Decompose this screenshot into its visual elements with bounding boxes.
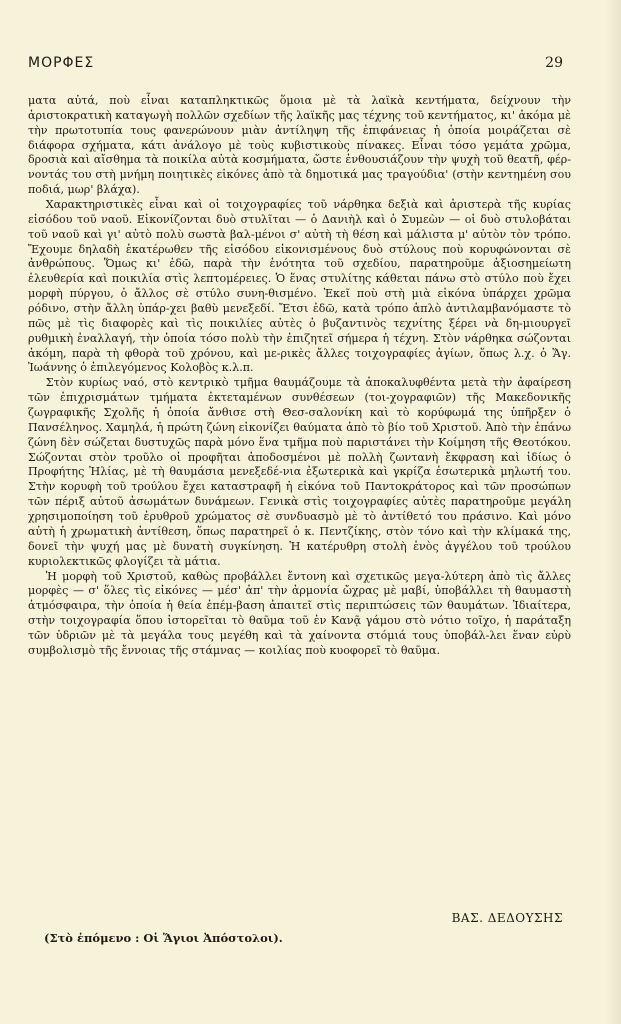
author-signature: ΒΑΣ. ΔΕΔΟΥΣΗΣ [451, 911, 563, 925]
page-number: 29 [545, 55, 563, 71]
page-header [28, 55, 563, 73]
article-body [28, 94, 571, 659]
paragraph-2: Χαρακτηριστικὲς εἶναι καὶ οἱ τοιχογραφίες τοῦ νάρθηκα δεξιὰ καὶ ἀριστερὰ τῆς κυρίας εἰσόδου τοῦ ναοῦ. Εἰκονίζονται δυὸ στυλῖται — ὁ Δανιὴλ καὶ ὁ Συμεὼν — οἱ δυὸ στυλοβάται τοῦ ναοῦ καὶ γι' αὐτὸ πολὺ σωστὰ βαλ-μένοι σ' αὐτὴ τὴ θέση καὶ μάλιστα μ' αὐτὸν τὸν τρόπο. Ἔχουμε δηλαδὴ ἑκατέρωθεν τῆς εἰσόδου εἰκονισμένους δυὸ στύλους ποὺ κορυφώνονται σὲ ἀνθρώπους. Ὅμως κι' ἐδῶ, παρὰ τὴν ἑνότητα τοῦ σχεδίου, παρατηροῦμε ἀξιοσημείωτη ἐλευθερία καὶ ποικιλία στὶς λεπτομέρειες. Ὁ ἕνας στυλίτης κάθεται πάνω στὸ στύλο ποὺ ἔχει μορφὴ πύργου, ὁ ἄλλος σὲ στύλο συνη-θισμένο. Ἐκεῖ ποὺ στὴ μιὰ εἰκόνα ὑπάρχει χρῶμα ρόδινο, στὴν ἄλλη ὑπάρ-χει βαθὺ μενεξεδί. Ἔτσι ἐδῶ, κατὰ τρόπο ἁπλὸ ἀντιλαμβανόμαστε τὸ πῶς μὲ τὶς διαφορὲς καὶ τὶς ποικιλίες αὐτὲς ὁ βυζαντινὸς τεχνίτης ξέρει νὰ δη-μιουργεῖ ρυθμικὴ ἐναλλαγή, τὴν ὁποία τόσο πολὺ τὴν ἐπιζητεῖ σήμερα ἡ τέχνη. Στὸν νάρθηκα σώζονται ἀκόμη, παρὰ τὴ φθορὰ τοῦ χρόνου, καὶ με-ρικὲς ἄλλες τοιχογραφίες ἁγίων, ὅπως λ.χ. ὁ Ἅγ. Ἰωάννης ὁ ἐπιλεγόμενος Κολοβὸς κ.λ.π. [28, 198, 571, 375]
continued-note: (Στὸ ἑπόμενο : Οἱ Ἅγιοι Ἀπόστολοι). [44, 931, 283, 945]
paragraph-4: Ἡ μορφὴ τοῦ Χριστοῦ, καθὼς προβάλλει ἔντονη καὶ σχετικῶς μεγα-λύτερη ἀπὸ τὶς ἄλλες μορφὲς — σ' ὅλες τὶς εἰκόνες — μέσ' ἀπ' τὴν ἁρμονία ὤχρας μὲ μαβί, ὑποβάλλει τὴ θαυμαστὴ ἀτμόσφαιρα, τὴν ὁποία ἡ θεία ἐπέμ-βαση ἀπαιτεῖ στὶς περιπτώσεις τῶν θαυμάτων. Ἰδιαίτερα, στὴν τοιχογραφία ὅπου ἱστορεῖται τὸ θαῦμα τοῦ ἐν Κανᾷ γάμου στὸ νότιο τοῖχο, ἡ παράταξη τῶν ὑδριῶν μὲ τὰ μεγάλα τους μεγέθη καὶ τὰ χαίνοντα στόμιά τους ὑποβάλ-λει ἕναν εὐρὺ συμβολισμὸ τῆς ἔννοιας τῆς στάμνας — κοιλίας ποὺ κυοφορεῖ τὸ θαῦμα. [28, 569, 571, 657]
paragraph-3: Στὸν κυρίως ναό, στὸ κεντρικὸ τμῆμα θαυμάζουμε τὰ ἀποκαλυφθέντα μετὰ τὴν ἀφαίρεση τῶν ἐπιχρισμάτων τμήματα ἐκτεταμένων συνθέσεων (τοι-χογραφιῶν) τῆς Μακεδονικῆς ζωγραφικῆς Σχολῆς ἡ ὁποία ἄνθισε στὴ Θεσ-σαλονίκη καὶ τὸ κορύφωμά της ὑπῆρξεν ὁ Πανσέληνος. Χαμηλά, ἡ πρώτη ζώνη εἰκονίζει θαύματα ἀπὸ τὸ βίο τοῦ Χριστοῦ. Ἀπὸ τὴν ἐπάνω ζώνη δὲν σώζεται δυστυχῶς παρὰ μόνο ἕνα τμῆμα ποὺ παριστάνει τὴν Κοίμηση τῆς Θεοτόκου. Σώζονται στὸν τροῦλο οἱ προφῆται ἀποδοσμένοι μὲ πολλὴ ζωντανὴ ἔκφραση καὶ ἰδίως ὁ Προφήτης Ἠλίας, μὲ τὴ θαυμάσια μενεξεδέ-νια ἐξωτερικὰ καὶ γκρίζα ἐσωτερικὰ μηλωτή του. Στὴν κορυφὴ τοῦ τρούλου ἔχει καταστραφῆ ἡ εἰκόνα τοῦ Παντοκράτορος καὶ τῶν προσώπων τῶν πέριξ αὐτοῦ ἀσωμάτων δυνάμεων. Γενικὰ στὶς τοιχογραφίες αὐτὲς παρατηροῦμε μεγάλη χρησιμοποίηση τοῦ ἐρυθροῦ χρώματος σὲ συνδυασμὸ μὲ τὸ ἀντίθετό του πράσινο. Καὶ μόνο αὐτὴ ἡ χρωματικὴ ἀντίθεση, ὅπως παρατηρεῖ ὁ κ. Πεντζίκης, στὸν τόνο καὶ τὴν κλίμακά της, δονεῖ τὴν ψυχή μας μὲ δυνατὴ συγκίνηση. Ἡ κατέρυθρη στολὴ ἑνὸς ἀγγέλου τοῦ τρούλου κυριολεκτικῶς φλογίζει τὰ μάτια. [28, 376, 571, 568]
page-fold-shadow [605, 0, 621, 1024]
paragraph-1: ματα αὐτά, ποὺ εἶναι καταπληκτικῶς ὅμοια μὲ τὰ λαϊκὰ κεντήματα, δείχνουν τὴν ἀριστοκρατικὴ καταγωγὴ πολλῶν σχεδίων τῆς λαϊκῆς μας τέχνης τοῦ κεντήματος, κι' ἀκόμα μὲ τὴν πρωτοτυπία τους φανερώνουν μιὰν ἀντίληψη τῆς ἐπιφάνειας ἡ ὁποία μοιράζεται σὲ διάφορα σχήματα, κάτι ἀνάλογο μὲ τοὺς κυβιστικοὺς πίνακες. Εἶναι τόσο γεμάτα χρῶμα, δροσιὰ καὶ αἴσθημα τὰ ποικίλα αὐτὰ κοσμήματα, ὥστε ἐνθουσιάζουν τὴν ψυχὴ τοῦ θεατῆ, φέρ-νοντάς του στὴ μνήμη ποιητικὲς εἰκόνες ἀπὸ τὰ δημοτικά μας τραγούδια' (στὴν κεντημένη σου ποδιά, μωρ' βλάχα). [28, 94, 571, 197]
running-title: ΜΟΡΦΕΣ [28, 55, 95, 71]
